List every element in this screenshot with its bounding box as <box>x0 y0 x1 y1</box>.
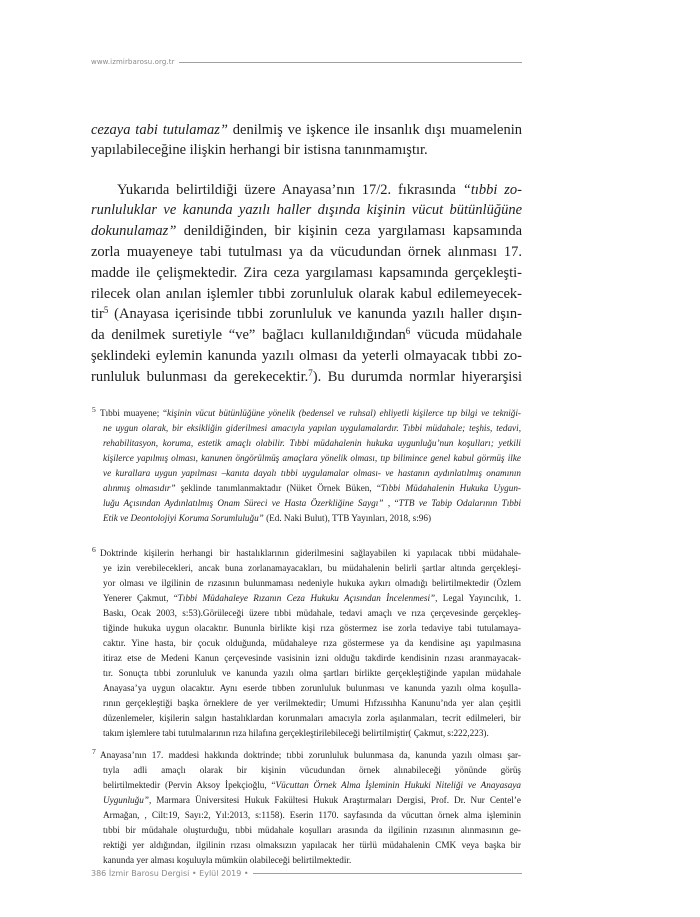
text: düzenlemeler, kişilerin salgın hastalıklardan korunmaları amacıyla zorla aşılanmaları, tecrit edilmeleri, bir <box>103 712 521 723</box>
text-line <box>103 621 521 636</box>
footnote-6 <box>92 544 521 741</box>
italic-text: ve kurallara uygun yapılması –kanıta dayalı tıbbi uygulamalar olması- ve hastanın aydınlatılmış onamının <box>103 467 521 478</box>
footnote-text <box>100 546 521 741</box>
text-line <box>91 120 522 141</box>
italic-text: kişinin vücut bütünlüğüne yönelik (bedensel ve ruhsal) ehliyetli kişilerce tıp bilgi ve tekniği- <box>167 407 521 418</box>
italic-text: kişilerce yapılmış olması, kanunen öngörülmüş amaçlara yönelik olması, tıp bilimince genel kabul görmüş ilke <box>103 452 521 463</box>
issue-date: Eylül 2019 <box>199 868 242 878</box>
text-line <box>103 576 521 591</box>
italic-text: Tıbbi Müdahaleye Rızanın Ceza Hukuku Açısından İncelenmesi” <box>177 592 436 603</box>
text: Yenerer Çakmut, “ <box>103 592 178 603</box>
text-line <box>91 242 522 263</box>
text-line <box>103 651 521 666</box>
text-line <box>91 304 522 325</box>
footnote-5 <box>92 404 521 526</box>
text-line <box>103 606 521 621</box>
text: Armağan, , Cilt:19, Sayı:2, Yıl:2013, s:1158). Eserin 1170. sayfasında da vücuttan örnek alma işleminin <box>103 809 521 820</box>
footnote-reference: 7 <box>308 367 313 378</box>
text-line <box>103 436 521 451</box>
site-url: www.izmirbarosu.org.tr <box>91 58 175 66</box>
text: Anayasa’ya uygun olacaktır. Aynı eserde tıbben zorunluluk bulunması ve kanunda yazılı olma koşulla- <box>103 682 521 693</box>
text: Doktrinde kişilerin herhangi bir hastalıklarının giderilmesini sağlayabilen ki yapılacak tıbbi müdahale- <box>100 547 521 558</box>
text-line <box>103 451 521 466</box>
text: tıyla adli amaçlı olarak bir kişinin vücudundan örnek alınabileceği yönünde görüş <box>103 764 521 775</box>
footnote-number: 5 <box>92 404 96 414</box>
text: Tıbbi muayene; “ <box>100 407 168 418</box>
text-line <box>103 793 521 808</box>
text: madde ile çelişmektedir. Zira ceza yargılaması kapsamında gerçekleşti- <box>91 264 522 281</box>
text-line <box>91 346 522 367</box>
footnote-text <box>100 406 521 526</box>
italic-text: Uygunluğu” <box>103 794 149 805</box>
paragraph-main <box>91 180 522 388</box>
text-line <box>103 636 521 651</box>
text: denildiğinden, bir kişinin ceza yargılaması kapsamında <box>176 223 522 240</box>
text: Yukarıda belirtildiği üzere Anayasa’nın 17/2. fıkrasında <box>117 181 463 198</box>
text-line <box>100 406 521 421</box>
italic-text: Vücuttan Örnek Alma İşleminin Hukuki Niteliği ve Anayasaya <box>275 779 521 790</box>
footer-text <box>91 869 249 878</box>
text: , Legal Yayıncılık, 1. <box>435 592 521 603</box>
text-line <box>103 696 521 711</box>
italic-text: alınmış olmasıdır” <box>103 482 176 493</box>
text-line <box>91 263 522 284</box>
italic-text: rehabilitasyon, koruma, estetik amaçlı olabilir. Tıbbi müdahalenin hukuka uygunluğu’nun koşulları; yetkili <box>103 437 521 448</box>
page-footer <box>91 867 522 879</box>
italic-text: luğu Açısından Aydınlatılmış Onam Süreci ve Hasta Özerkliğine Saygı” <box>103 497 384 508</box>
text: şeklindeki eylemin kanunda yazılı olması da yeterli olmayacak tıbbi zo- <box>91 347 522 364</box>
footer-rule <box>253 873 522 874</box>
footnote-number: 7 <box>92 746 96 756</box>
italic-text: TTB ve Tabip Odalarının Tıbbi <box>398 497 521 508</box>
text-line <box>91 284 522 305</box>
text-line <box>91 200 522 221</box>
text: belirtilmektedir (Pervin Aksoy İpekçioğlu, “ <box>103 779 276 790</box>
text: ye izin verebilecekleri, ancak buna zorlanamayacakları, bu müdahalenin belirli şartlar altında gerçekleşi- <box>103 562 521 573</box>
text: yor olması ve ilgilinin de rızasının bulunmaması nedeniyle hukuka aykırı olmadığı belirtilmektedir (Özlem <box>103 577 521 588</box>
text-line <box>91 140 522 161</box>
text-line <box>103 726 521 741</box>
text: vücuda müdahale <box>410 327 522 344</box>
text: (Ed. Naki Bulut), TTB Yayınları, 2018, s:96) <box>263 512 432 523</box>
text: denilmiş ve işkence ile insanlık dışı muamelenin <box>227 121 522 138</box>
text: ). Bu durumda normlar hiyerarşisi <box>312 368 522 385</box>
text: rının gerçekleştiği başka örneklere de yer verilmektedir; Umumi Hıfzıssıhha Kanunu’nda yer alan çeşitli <box>103 697 521 708</box>
text-line <box>100 546 521 561</box>
text-line <box>103 481 521 496</box>
text: tir <box>91 306 104 323</box>
text-line <box>103 778 521 793</box>
text: rilecek olan anılan işlemler tıbbi zorunluluk olarak kabul edilemeyecek- <box>91 285 522 302</box>
text: şeklinde tanımlanmaktadır (Nüket Örnek Büken, “ <box>175 482 381 493</box>
text: tiğinde hukuka uygun olacaktır. Bununla birlikte kişi rıza göstermez ise zorla tedaviye tabi tutulamaya- <box>103 622 521 633</box>
italic-text: dokunulamaz” <box>91 223 177 240</box>
footnote-text <box>100 748 521 868</box>
italic-text: Etik ve Deontolojiyi Koruma Sorumluluğu” <box>103 512 264 523</box>
header-rule <box>179 62 522 63</box>
text: kanunda yer alması koşuluyla mümkün olabileceği belirtilmektedir. <box>103 854 352 865</box>
text-line <box>103 853 521 868</box>
footnote-number: 6 <box>92 544 96 554</box>
footnote-reference: 6 <box>405 326 411 337</box>
footnote-reference: 5 <box>103 305 109 316</box>
text: Anayasa’nın 17. maddesi hakkında doktrinde; tıbbi zorunluluk bulunmasa da, kanunda yazılı olması şar- <box>100 749 521 760</box>
text: caktır. Yine hasta, bir çocuk olduğunda, müdahaleye rıza göstermese ya da kendisine aşı yapılmasına <box>103 637 521 648</box>
text-line <box>91 180 522 201</box>
text-line <box>103 466 521 481</box>
text: tır. Sonuçta tıbbi zorunluluk ve kanunda yazılı olma şartları birlikte gerçekleştiğinde yapılan müdahale <box>103 667 521 678</box>
italic-text: cezaya tabi tutulamaz” <box>91 121 228 138</box>
text-line <box>91 367 522 388</box>
text: yapılabileceğine ilişkin herhangi bir istisna tanınmamıştır. <box>91 142 428 159</box>
text-line <box>103 591 521 606</box>
page-header <box>91 56 522 68</box>
text: Baskı, Ocak 2003, s:53).Görüleceği üzere tıbbi müdahale, tedavi amaçlı ve rıza çerçevesinde gerçekleş- <box>103 607 521 618</box>
italic-text: Tıbbi Müdahalenin Hukuka Uygun- <box>380 482 521 493</box>
text-line <box>91 221 522 242</box>
separator-bullet: • <box>243 868 249 878</box>
text-line <box>103 763 521 778</box>
text-line <box>103 838 521 853</box>
text: da denilmek suretiyle “ve” bağlacı kullanıldığından <box>91 327 406 344</box>
text: (Anayasa içerisinde tıbbi zorunluluk ve kanunda yazılı haller dışın- <box>108 306 522 323</box>
text-line <box>103 823 521 838</box>
italic-text: ne uygun olarak, bir eksikliğin giderilmesi amacıyla yapılan uygulamalardır. Tıbbi müdahale; teşhis, tedavi, <box>103 422 521 433</box>
text-line <box>100 748 521 763</box>
paragraph-continued <box>91 120 522 162</box>
text: takım işlemlere tabi tutulmalarının rıza hilafına gerçekleştirilebileceği belirtilmiştir( Çakmut, s:222,223). <box>103 727 489 738</box>
text-line <box>103 666 521 681</box>
text-line <box>103 681 521 696</box>
text-line <box>103 511 521 526</box>
text: rektiği yer aldığından, ilgilinin rızası olmaksızın yapılacak her türlü müdahalenin CMK veya başka bir <box>103 839 521 850</box>
text: tıbbi bir müdahale oluşturduğu, tıbbi müdahale koşulları arasında da ilgilinin rızasının alınmasının ge- <box>103 824 521 835</box>
text-line <box>91 325 522 346</box>
separator-bullet: • <box>191 868 197 878</box>
text-line <box>103 496 521 511</box>
text: zorla muayeneye tabi tutulması ya da vücudundan örnek alınması 17. <box>91 243 522 260</box>
text: , Marmara Üniversitesi Hukuk Fakültesi Hukuk Araştırmaları Dergisi, Prof. Dr. Nur Centel’e <box>148 794 521 805</box>
italic-text: runluluklar ve kanunda yazılı haller dışında kişinin vücut bütünlüğüne <box>91 202 522 219</box>
journal-title: İzmir Barosu Dergisi <box>108 868 190 878</box>
italic-text: “tıbbi zo- <box>462 181 522 198</box>
text: runluluk bulunması da gerekecektir. <box>91 368 309 385</box>
text: , “ <box>383 497 399 508</box>
text-line <box>103 808 521 823</box>
text-line <box>103 421 521 436</box>
text-line <box>103 711 521 726</box>
page-number: 386 <box>91 868 107 878</box>
text: itiraz etse de Medeni Kanun çerçevesinde vasisinin izni olduğu takdirde kendisinin rızası aranmayacak- <box>103 652 521 663</box>
text-line <box>103 561 521 576</box>
footnote-7 <box>92 746 521 868</box>
